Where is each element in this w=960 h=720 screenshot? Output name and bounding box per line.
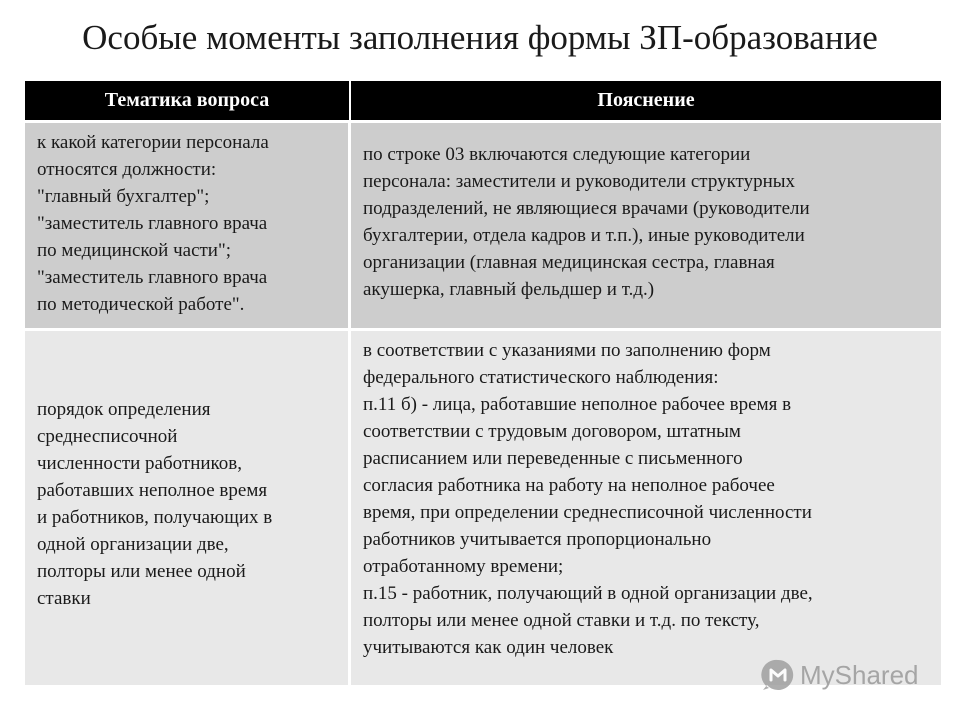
text-line: подразделений, не являющиеся врачами (руководители: [363, 198, 810, 219]
text-line: порядок определения: [37, 399, 211, 420]
text-line: п.15 - работник, получающий в одной организации две,: [363, 583, 813, 604]
text-line: численности работников,: [37, 453, 243, 474]
text-line: согласия работника на работу на неполное рабочее: [363, 475, 775, 496]
text-line: соответствии с трудовым договором, штатным: [363, 421, 741, 442]
table-row: [25, 331, 941, 685]
myshared-watermark[interactable]: [760, 653, 919, 697]
text-line: среднесписочной: [37, 426, 178, 447]
text-line: по медицинской части";: [37, 240, 232, 261]
text-line: учитываются как один человек: [363, 637, 614, 658]
text-line: в соответствии с указаниями по заполнению форм: [363, 340, 771, 361]
text-line: по строке 03 включаются следующие категории: [363, 144, 751, 165]
text-line: бухгалтерии, отдела кадров и т.п.), иные руководители: [363, 225, 805, 246]
text-line: работавших неполное время: [37, 480, 268, 501]
text-line: расписанием или переведенные с письменного: [363, 448, 743, 469]
text-line: к какой категории персонала: [37, 132, 269, 153]
text-line: "главный бухгалтер";: [37, 186, 210, 207]
header-topic: Тематика вопроса: [25, 81, 351, 120]
text-line: "заместитель главного врача: [37, 213, 268, 234]
text-line: относятся должности:: [37, 159, 217, 180]
text-line: полторы или менее одной ставки и т.д. по тексту,: [363, 610, 760, 631]
text-line: одной организации две,: [37, 534, 229, 555]
text-line: федерального статистического наблюдения:: [363, 367, 719, 388]
myshared-logo-icon: [760, 657, 796, 693]
table-row: [25, 123, 941, 328]
text-line: и работников, получающих в: [37, 507, 273, 528]
text-line: отработанному времени;: [363, 556, 564, 577]
topic-cell: [25, 123, 351, 328]
slide-title: Особые моменты заполнения формы ЗП-образование: [82, 18, 878, 57]
header-explanation: Пояснение: [597, 89, 695, 111]
text-line: организации (главная медицинская сестра, главная: [363, 252, 775, 273]
text-line: п.11 б) - лица, работавшие неполное рабочее время в: [363, 394, 792, 415]
text-line: персонала: заместители и руководители структурных: [363, 171, 796, 192]
info-table: [25, 81, 941, 685]
explanation-cell: [351, 331, 941, 685]
text-line: по методической работе".: [37, 294, 245, 315]
text-line: работников учитывается пропорционально: [363, 529, 712, 550]
table-header: [25, 81, 941, 120]
explanation-cell: [351, 123, 941, 328]
text-line: акушерка, главный фельдшер и т.д.): [363, 279, 655, 300]
text-line: ставки: [37, 588, 91, 609]
text-line: время, при определении среднесписочной численности: [363, 502, 812, 523]
watermark-text: MyShared: [800, 659, 919, 690]
text-line: "заместитель главного врача: [37, 267, 268, 288]
text-line: полторы или менее одной: [37, 561, 246, 582]
topic-cell: [25, 331, 351, 685]
